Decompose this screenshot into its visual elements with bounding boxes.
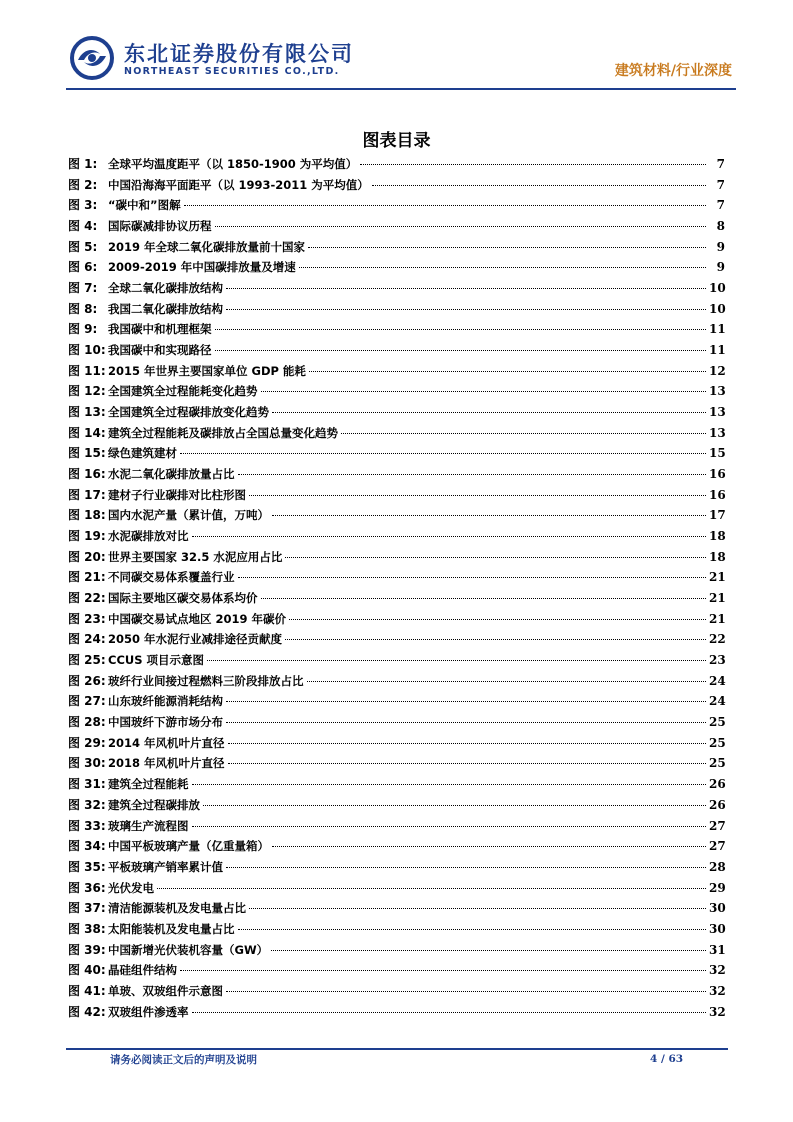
figure-number: 图 8: xyxy=(68,301,98,316)
figure-page-number: 18 xyxy=(709,529,726,544)
figure-title: “碳中和”图解 xyxy=(108,198,181,213)
toc-entry[interactable] xyxy=(68,651,725,672)
toc-entry[interactable] xyxy=(68,754,725,775)
toc-entry[interactable] xyxy=(68,982,725,1003)
figure-number: 图 26: xyxy=(68,673,106,688)
toc-entry[interactable] xyxy=(68,796,725,817)
dot-leader xyxy=(261,391,707,392)
toc-entry[interactable] xyxy=(68,444,725,465)
figure-title: 2015 年世界主要国家单位 GDP 能耗 xyxy=(108,363,306,378)
dot-leader xyxy=(226,867,706,868)
toc-entry[interactable] xyxy=(68,589,725,610)
figure-page-number: 27 xyxy=(709,839,726,854)
dot-leader xyxy=(249,495,706,496)
toc-entry[interactable] xyxy=(68,775,725,796)
figure-number: 图 37: xyxy=(68,901,106,916)
figure-title: 全国建筑全过程碳排放变化趋势 xyxy=(108,405,269,420)
figure-page-number: 11 xyxy=(709,343,726,358)
footer-divider xyxy=(66,1048,728,1050)
figure-page-number: 18 xyxy=(709,549,726,564)
toc-entry[interactable] xyxy=(68,279,725,300)
toc-entry[interactable] xyxy=(68,527,725,548)
figure-page-number: 29 xyxy=(709,880,726,895)
toc-entry[interactable] xyxy=(68,258,725,279)
figure-page-number: 16 xyxy=(709,467,726,482)
figure-number: 图 35: xyxy=(68,859,106,874)
figure-title: 山东玻纤能源消耗结构 xyxy=(108,694,223,709)
figure-title: 国际碳减排协议历程 xyxy=(108,219,212,234)
figure-title: 中国新增光伏装机容量（GW） xyxy=(108,942,269,957)
figure-page-number: 7 xyxy=(716,157,725,171)
toc-entry[interactable] xyxy=(68,548,725,569)
figure-number: 图 12: xyxy=(68,384,106,399)
toc-entry[interactable] xyxy=(68,630,725,651)
figure-title: 建筑全过程碳排放 xyxy=(108,797,200,812)
figure-page-number: 21 xyxy=(709,570,726,585)
figure-number: 图 16: xyxy=(68,467,106,482)
toc-entry[interactable] xyxy=(68,713,725,734)
dot-leader xyxy=(272,515,706,516)
figure-page-number: 13 xyxy=(709,425,726,440)
figure-title: 晶硅组件结构 xyxy=(108,963,177,978)
figure-title: 2009-2019 年中国碳排放量及增速 xyxy=(108,260,296,275)
figure-page-number: 12 xyxy=(709,363,726,378)
disclaimer-note: 请务必阅读正文后的声明及说明 xyxy=(110,1054,257,1066)
figure-number: 图 3: xyxy=(68,198,98,213)
header-divider xyxy=(66,88,736,90)
figure-page-number: 9 xyxy=(716,260,725,275)
figure-number: 图 5: xyxy=(68,239,98,254)
dot-leader xyxy=(203,805,706,806)
figure-number: 图 38: xyxy=(68,921,106,936)
toc-entry[interactable] xyxy=(68,362,725,383)
dot-leader xyxy=(360,164,706,165)
page-number: 4 / 63 xyxy=(650,1053,684,1065)
figure-page-number: 7 xyxy=(716,198,725,213)
toc-entry[interactable] xyxy=(68,506,725,527)
dot-leader xyxy=(226,309,706,310)
figure-page-number: 32 xyxy=(709,983,726,998)
figure-title: 国际主要地区碳交易体系均价 xyxy=(108,591,258,606)
figure-number: 图 20: xyxy=(68,549,106,564)
figure-title: 全球二氧化碳排放结构 xyxy=(108,281,223,296)
dot-leader xyxy=(226,288,706,289)
figure-title: 绿色建筑建材 xyxy=(108,446,177,461)
dot-leader xyxy=(249,908,706,909)
dot-leader xyxy=(238,577,707,578)
figure-title: 全球平均温度距平（以 1850-1900 为平均值） xyxy=(108,157,358,171)
figure-number: 图 40: xyxy=(68,963,106,978)
figure-title: 2050 年水泥行业减排途径贡献度 xyxy=(108,632,283,647)
figure-number: 图 32: xyxy=(68,797,106,812)
figure-page-number: 24 xyxy=(709,694,726,709)
figure-page-number: 10 xyxy=(709,301,726,316)
toc-entry[interactable] xyxy=(68,879,725,900)
figure-page-number: 26 xyxy=(709,797,726,812)
dot-leader xyxy=(238,474,707,475)
figure-title: 建材子行业碳排对比柱形图 xyxy=(108,487,246,502)
dot-leader xyxy=(341,433,706,434)
toc-entry[interactable] xyxy=(68,300,725,321)
dot-leader xyxy=(272,846,706,847)
toc-entry[interactable] xyxy=(68,1003,725,1024)
figure-number: 图 30: xyxy=(68,756,106,771)
figure-number: 图 42: xyxy=(68,1004,106,1019)
dot-leader xyxy=(192,536,707,537)
toc-entry[interactable] xyxy=(68,196,725,217)
company-logo-icon xyxy=(70,36,114,80)
figure-title: 建筑全过程能耗 xyxy=(108,777,189,792)
figure-page-number: 13 xyxy=(709,384,726,399)
company-name-cn: 东北证券股份有限公司 xyxy=(124,42,354,66)
figure-number: 图 2: xyxy=(68,177,98,192)
figure-page-number: 21 xyxy=(709,611,726,626)
figure-page-number: 11 xyxy=(709,322,726,337)
figure-number: 图 36: xyxy=(68,880,106,895)
toc-entry[interactable] xyxy=(68,568,725,589)
figure-number: 图 10: xyxy=(68,343,106,358)
figure-title: 中国沿海海平面距平（以 1993-2011 为平均值） xyxy=(108,177,369,192)
dot-leader xyxy=(238,929,707,930)
figure-page-number: 8 xyxy=(716,219,725,234)
toc-entry[interactable] xyxy=(68,672,725,693)
figure-number: 图 18: xyxy=(68,508,106,523)
page-title: 图表目录 xyxy=(362,131,431,151)
toc-entry[interactable] xyxy=(68,424,725,445)
dot-leader xyxy=(180,453,706,454)
toc-entry[interactable] xyxy=(68,941,725,962)
figure-page-number: 25 xyxy=(709,715,726,730)
toc-entry[interactable] xyxy=(68,341,725,362)
dot-leader xyxy=(215,350,707,351)
figure-title: 2019 年全球二氧化碳排放量前十国家 xyxy=(108,239,306,254)
figure-number: 图 4: xyxy=(68,219,98,234)
toc-entry[interactable] xyxy=(68,692,725,713)
figure-number: 图 27: xyxy=(68,694,106,709)
figure-page-number: 30 xyxy=(709,921,726,936)
dot-leader xyxy=(228,743,706,744)
toc-entry[interactable] xyxy=(68,238,725,259)
toc-entry[interactable] xyxy=(68,961,725,982)
figure-page-number: 28 xyxy=(709,859,726,874)
figure-list xyxy=(68,155,725,1023)
figure-page-number: 25 xyxy=(709,756,726,771)
figure-title: 单玻、双玻组件示意图 xyxy=(108,983,223,998)
figure-title: 2014 年风机叶片直径 xyxy=(108,735,225,750)
toc-entry[interactable] xyxy=(68,817,725,838)
figure-number: 图 1: xyxy=(68,157,98,171)
figure-page-number: 31 xyxy=(709,942,726,957)
dot-leader xyxy=(215,329,707,330)
figure-number: 图 15: xyxy=(68,446,106,461)
figure-page-number: 10 xyxy=(709,281,726,296)
toc-entry[interactable] xyxy=(68,217,725,238)
figure-number: 图 29: xyxy=(68,735,106,750)
dot-leader xyxy=(184,205,706,206)
dot-leader xyxy=(228,763,706,764)
toc-entry[interactable] xyxy=(68,920,725,941)
figure-page-number: 7 xyxy=(716,177,725,192)
figure-title: 我国二氧化碳排放结构 xyxy=(108,301,223,316)
dot-leader xyxy=(372,185,706,186)
figure-number: 图 21: xyxy=(68,570,106,585)
toc-entry[interactable] xyxy=(68,486,725,507)
dot-leader xyxy=(226,991,706,992)
dot-leader xyxy=(157,888,706,889)
dot-leader xyxy=(192,784,707,785)
figure-page-number: 23 xyxy=(709,653,726,668)
figure-page-number: 32 xyxy=(709,1004,726,1019)
dot-leader xyxy=(226,701,706,702)
figure-number: 图 13: xyxy=(68,405,106,420)
toc-entry[interactable] xyxy=(68,899,725,920)
figure-number: 图 7: xyxy=(68,281,98,296)
dot-leader xyxy=(299,267,706,268)
figure-page-number: 17 xyxy=(709,508,726,523)
figure-page-number: 13 xyxy=(709,405,726,420)
dot-leader xyxy=(261,598,707,599)
page-header xyxy=(60,30,740,90)
figure-number: 图 33: xyxy=(68,818,106,833)
figure-title: 全国建筑全过程能耗变化趋势 xyxy=(108,384,258,399)
figure-title: CCUS 项目示意图 xyxy=(108,653,205,668)
figure-title: 我国碳中和实现路径 xyxy=(108,343,212,358)
toc-entry[interactable] xyxy=(68,858,725,879)
figure-number: 图 24: xyxy=(68,632,106,647)
figure-page-number: 9 xyxy=(716,239,725,254)
figure-title: 玻纤行业间接过程燃料三阶段排放占比 xyxy=(108,673,304,688)
dot-leader xyxy=(215,226,707,227)
dot-leader xyxy=(285,639,706,640)
toc-entry[interactable] xyxy=(68,837,725,858)
figure-number: 图 23: xyxy=(68,611,106,626)
figure-number: 图 19: xyxy=(68,529,106,544)
figure-number: 图 41: xyxy=(68,983,106,998)
figure-page-number: 16 xyxy=(709,487,726,502)
report-category: 建筑材料/行业深度 xyxy=(614,63,732,79)
figure-title: 建筑全过程能耗及碳排放占全国总量变化趋势 xyxy=(108,425,338,440)
figure-title: 平板玻璃产销率累计值 xyxy=(108,859,223,874)
figure-title: 世界主要国家 32.5 水泥应用占比 xyxy=(108,549,283,564)
dot-leader xyxy=(180,970,706,971)
figure-number: 图 11: xyxy=(68,363,106,378)
toc-entry[interactable] xyxy=(68,403,725,424)
figure-number: 图 39: xyxy=(68,942,106,957)
figure-number: 图 34: xyxy=(68,839,106,854)
figure-title: 水泥二氧化碳排放量占比 xyxy=(108,467,235,482)
toc-entry[interactable] xyxy=(68,734,725,755)
figure-page-number: 24 xyxy=(709,673,726,688)
figure-title: 双玻组件渗透率 xyxy=(108,1004,189,1019)
dot-leader xyxy=(307,681,707,682)
dot-leader xyxy=(308,247,706,248)
figure-title: 清洁能源装机及发电量占比 xyxy=(108,901,246,916)
figure-number: 图 17: xyxy=(68,487,106,502)
figure-title: 国内水泥产量（累计值，万吨） xyxy=(108,508,269,523)
toc-entry[interactable] xyxy=(68,155,725,176)
figure-title: 中国碳交易试点地区 2019 年碳价 xyxy=(108,611,287,626)
figure-number: 图 6: xyxy=(68,260,98,275)
figure-page-number: 25 xyxy=(709,735,726,750)
figure-number: 图 25: xyxy=(68,653,106,668)
dot-leader xyxy=(207,660,706,661)
dot-leader xyxy=(192,826,707,827)
figure-page-number: 32 xyxy=(709,963,726,978)
dot-leader xyxy=(192,1012,707,1013)
toc-entry[interactable] xyxy=(68,382,725,403)
dot-leader xyxy=(271,950,706,951)
toc-entry[interactable] xyxy=(68,465,725,486)
toc-entry[interactable] xyxy=(68,176,725,197)
figure-title: 光伏发电 xyxy=(108,880,154,895)
company-name-en: NORTHEAST SECURITIES CO.,LTD. xyxy=(124,66,340,77)
figure-title: 水泥碳排放对比 xyxy=(108,529,189,544)
figure-page-number: 26 xyxy=(709,777,726,792)
figure-title: 中国平板玻璃产量（亿重量箱） xyxy=(108,839,269,854)
dot-leader xyxy=(289,619,706,620)
figure-page-number: 27 xyxy=(709,818,726,833)
figure-number: 图 22: xyxy=(68,591,106,606)
figure-title: 中国玻纤下游市场分布 xyxy=(108,715,223,730)
dot-leader xyxy=(285,557,706,558)
figure-page-number: 15 xyxy=(709,446,726,461)
figure-page-number: 21 xyxy=(709,591,726,606)
dot-leader xyxy=(309,371,706,372)
figure-page-number: 22 xyxy=(709,632,726,647)
figure-title: 我国碳中和机理框架 xyxy=(108,322,212,337)
dot-leader xyxy=(226,722,706,723)
toc-entry[interactable] xyxy=(68,320,725,341)
figure-title: 2018 年风机叶片直径 xyxy=(108,756,225,771)
dot-leader xyxy=(272,412,706,413)
figure-title: 太阳能装机及发电量占比 xyxy=(108,921,235,936)
figure-number: 图 14: xyxy=(68,425,106,440)
toc-entry[interactable] xyxy=(68,610,725,631)
figure-number: 图 28: xyxy=(68,715,106,730)
figure-number: 图 31: xyxy=(68,777,106,792)
figure-title: 玻璃生产流程图 xyxy=(108,818,189,833)
figure-page-number: 30 xyxy=(709,901,726,916)
figure-title: 不同碳交易体系覆盖行业 xyxy=(108,570,235,585)
figure-number: 图 9: xyxy=(68,322,98,337)
